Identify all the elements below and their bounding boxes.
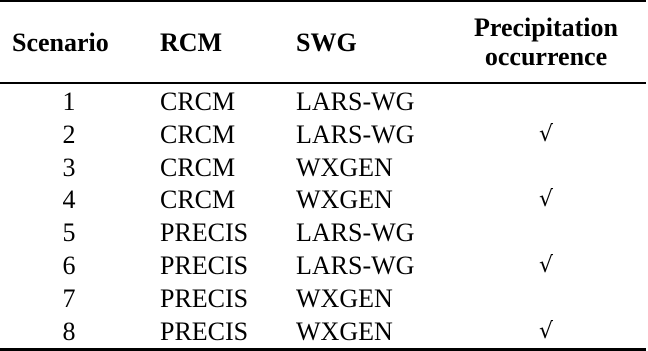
- table-row: [0, 217, 646, 250]
- cell-precipitation-check: √: [446, 316, 646, 350]
- table-header: [0, 1, 646, 83]
- cell-precipitation-check: [446, 83, 646, 119]
- cell-precipitation-check: √: [538, 187, 554, 213]
- cell-precipitation-check: √: [538, 252, 554, 278]
- cell-rcm: PRECIS: [150, 316, 288, 350]
- cell-precipitation-check: √: [538, 121, 554, 147]
- cell-scenario: 6: [62, 250, 76, 280]
- table-row: [0, 119, 646, 152]
- cell-swg: LARS-WG: [296, 119, 415, 149]
- table-body: [0, 83, 646, 350]
- table-row: [0, 283, 646, 316]
- cell-precipitation-check: [446, 152, 646, 185]
- table-row: [0, 184, 646, 217]
- cell-swg: LARS-WG: [296, 87, 415, 116]
- column-header-precipitation-line2: occurrence: [484, 42, 608, 71]
- cell-precipitation-check: [446, 217, 646, 250]
- cell-scenario: 1: [62, 87, 76, 116]
- cell-swg: LARS-WG: [296, 250, 415, 280]
- column-header-scenario: Scenario: [0, 1, 150, 83]
- column-header-precipitation-line1: Precipitation: [474, 13, 618, 42]
- header-row: [0, 1, 646, 83]
- cell-rcm: CRCM: [160, 119, 236, 149]
- cell-rcm: CRCM: [160, 87, 236, 116]
- cell-swg: WXGEN: [296, 283, 393, 313]
- cell-scenario: 2: [62, 119, 76, 149]
- cell-swg: WXGEN: [296, 185, 393, 215]
- cell-rcm: PRECIS: [160, 250, 249, 280]
- table-row: [0, 83, 646, 119]
- table-row: [0, 152, 646, 185]
- column-header-precipitation-occurrence: [446, 1, 646, 83]
- cell-scenario: 3: [62, 152, 76, 182]
- table-row: [0, 250, 646, 283]
- cell-scenario: 5: [62, 218, 76, 248]
- cell-rcm: CRCM: [160, 185, 236, 215]
- cell-swg: LARS-WG: [296, 218, 415, 248]
- cell-scenario: 7: [62, 283, 76, 313]
- cell-rcm: CRCM: [160, 152, 236, 182]
- cell-scenario: 4: [62, 185, 76, 215]
- cell-rcm: PRECIS: [160, 218, 249, 248]
- column-header-swg: SWG: [288, 1, 446, 83]
- cell-scenario: 8: [0, 316, 150, 350]
- cell-swg: WXGEN: [288, 316, 446, 350]
- cell-swg: WXGEN: [296, 152, 393, 182]
- cell-rcm: PRECIS: [160, 283, 249, 313]
- column-header-rcm: RCM: [150, 1, 288, 83]
- cell-precipitation-check: [446, 283, 646, 316]
- table-row: [0, 316, 646, 350]
